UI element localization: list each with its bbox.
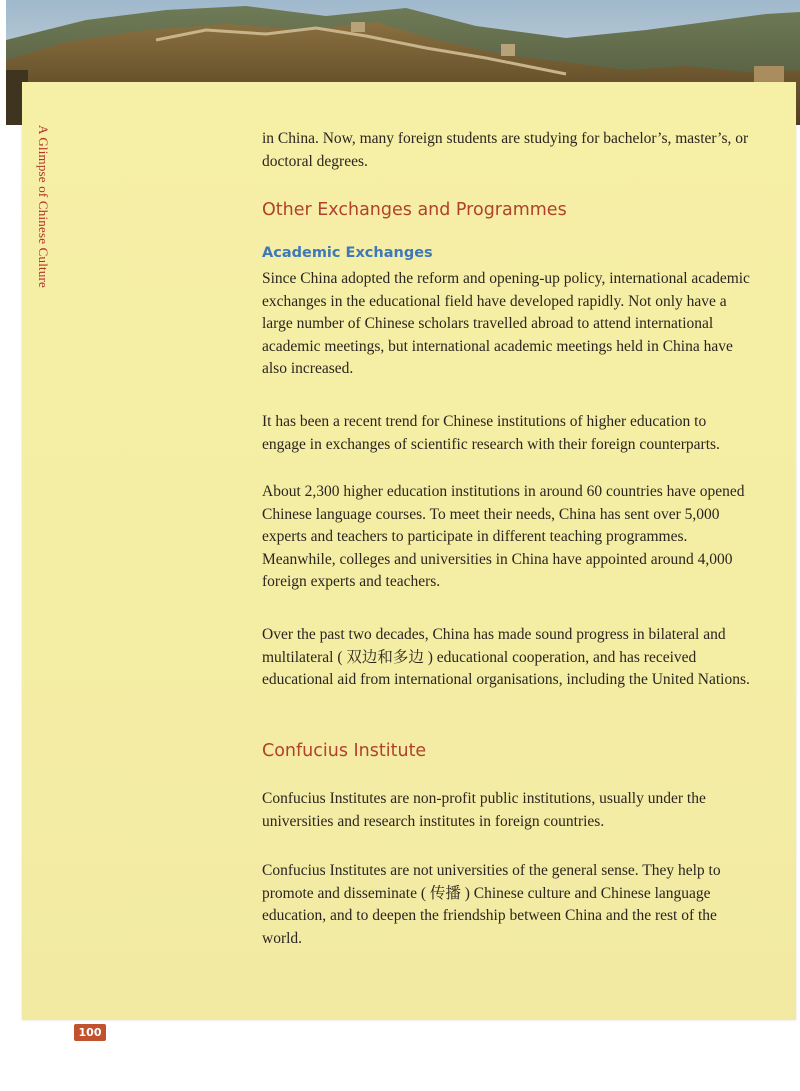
heading-confucius-institute: Confucius Institute (262, 741, 427, 761)
paragraph-academic-exchanges: Since China adopted the reform and opening-up policy, international academic exchanges in the educational field have developed rapidly. Not only have a large number of Chinese scholars travelled abroad to attend international academic meetings, but international academic meetings held in China have also increased. (262, 270, 750, 377)
paragraph-confucius-nonprofit: Confucius Institutes are non-profit public institutions, usually under the universities and research institutes in foreign countries. (262, 790, 706, 830)
paragraph-cooperation: Over the past two decades, China has made sound progress in bilateral and multilateral ( 双边和多边 ) educational cooperation, and has received educational aid from international organisations, including the United Nations. (262, 626, 750, 688)
paragraph-research-trend: It has been a recent trend for Chinese institutions of higher education to engage in exchanges of scientific research with their foreign counterparts. (262, 413, 720, 453)
side-running-title: A Glimpse of Chinese Culture (36, 125, 51, 289)
paragraph-language-courses: About 2,300 higher education institutions in around 60 countries have opened Chinese language courses. To meet their needs, China has sent over 5,000 experts and teachers to participate in different teaching programmes. Meanwhile, colleges and universities in China have appointed around 4,000 foreign experts and teachers. (262, 483, 745, 590)
subheading-academic-exchanges: Academic Exchanges (262, 245, 433, 261)
paragraph-foreign-students: in China. Now, many foreign students are studying for bachelor’s, master’s, or doctoral degrees. (262, 130, 749, 170)
paragraph-confucius-purpose: Confucius Institutes are not universities of the general sense. They help to promote and disseminate ( 传播 ) Chinese culture and Chinese language education, and to deepen the friendship between China and the rest of the world. (262, 862, 721, 947)
heading-other-exchanges: Other Exchanges and Programmes (262, 200, 567, 220)
page-number-badge: 100 (74, 1024, 106, 1041)
